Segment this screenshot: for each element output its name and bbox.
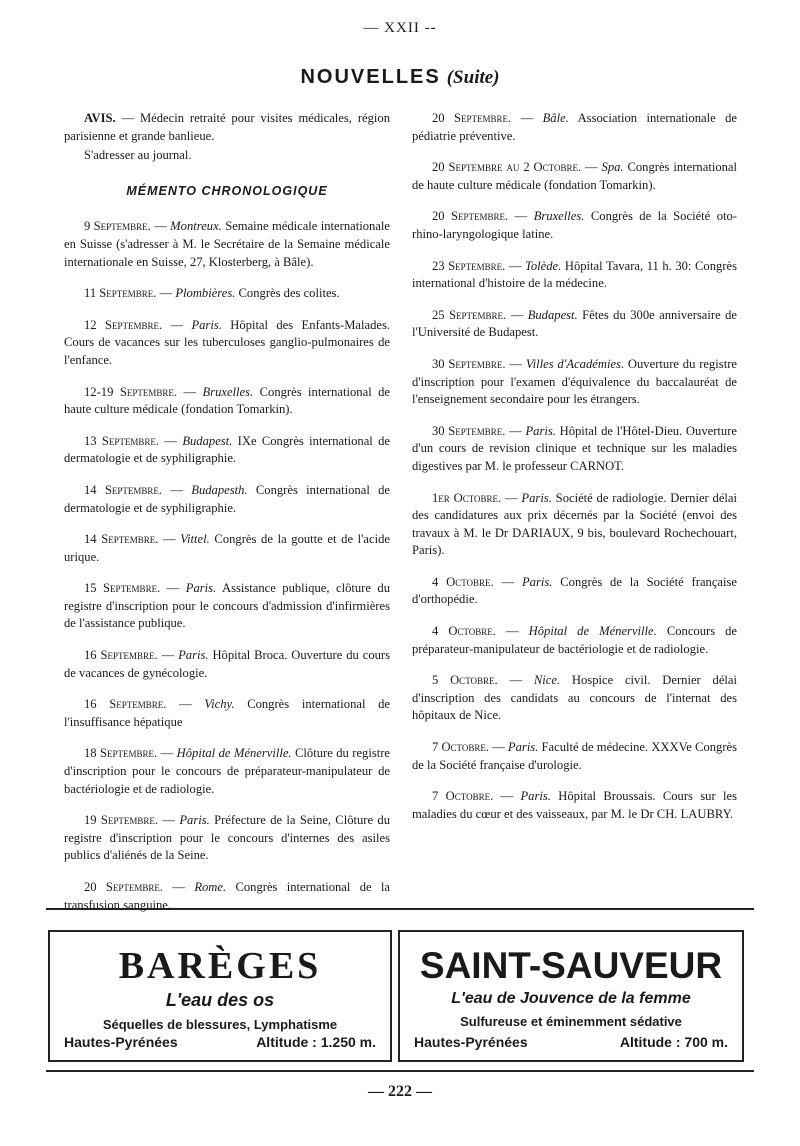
entry-place: Nice.: [533, 673, 561, 688]
ad-bareges-footer: [64, 1034, 376, 1050]
entry-text: Préfecture de la Seine, Clôture du registre d'inscription pour le concours d'internes des asiles publics d'aliénés de la Seine.: [64, 813, 391, 863]
ad-saint-sauveur-tagline: L'eau de Jouvence de la femme: [451, 990, 691, 1007]
entry-place: Paris.: [521, 490, 552, 505]
entry-date: 12-19 Septembre.: [84, 384, 177, 399]
entry-text: Clôture du registre d'inscription pour le concours de préparateur-manipulateur de bactériologie et de radiologie.: [64, 746, 391, 796]
title-text: NOUVELLES: [300, 66, 441, 88]
entry-text: Société de radiologie. Dernier délai des candidatures aux prix décernés par la Société (envoi des travaux à M. le Dr DARIAUX, 9 bis, boulevard Rochechouart, Paris).: [412, 490, 738, 558]
memento-entry: 5 Octobre. — Nice. Hospice civil. Dernier délai d'inscription des candidats au concours de l'internat des hôpitaux de Nice.: [412, 673, 738, 723]
entry-date: 18 Septembre.: [84, 746, 158, 761]
entry-place: Budapesth.: [191, 482, 248, 497]
entry-place: Rome.: [194, 880, 227, 894]
entry-date: 20 Septembre au 2 Octobre.: [432, 160, 582, 175]
entry-place: Bruxelles.: [533, 209, 585, 224]
left-column: [64, 110, 390, 928]
memento-entry: 1er Octobre. — Paris. Société de radiologie. Dernier délai des candidatures aux prix décernés par la Société (envoi des travaux à M. le Dr DARIAUX, 9 bis, boulevard Rochechouart, Paris).: [412, 490, 738, 558]
entry-text: IXe Congrès international de dermatologie et de syphiligraphie.: [64, 433, 391, 466]
entry-place: Bâle.: [542, 111, 569, 125]
entry-text: Congrès de la goutte et de l'acide urique.: [64, 532, 391, 564]
ad-bareges-region: Hautes-Pyrénées: [64, 1034, 178, 1050]
entry-text: Assistance publique, clôture du registre d'inscription pour le concours d'admission d'infirmières de l'assistance publique.: [64, 581, 391, 631]
memento-entry: 14 Septembre. — Budapesth. Congrès international de dermatologie et de syphiligraphie.: [64, 482, 391, 515]
page-header-roman-numeral: — XXII --: [363, 20, 437, 36]
memento-entry: 11 Septembre. — Plombières. Congrès des colites.: [84, 286, 340, 301]
divider-line: [46, 908, 754, 910]
memento-entry: 20 Septembre. — Bruxelles. Congrès de la Société oto-rhino-laryngologique latine.: [412, 209, 737, 241]
entry-place: Paris.: [191, 317, 222, 332]
entry-date: 20 Septembre.: [84, 880, 164, 894]
ad-bareges-sub: Séquelles de blessures, Lymphatisme: [102, 1017, 338, 1032]
memento-entry: 12 Septembre. — Paris. Hôpital des Enfants-Malades. Cours de vacances sur les tuberculoses ganglio-pulmonaires de l'enfance.: [64, 317, 391, 367]
entry-place: Paris.: [521, 574, 553, 589]
entry-place: Budapest.: [527, 307, 578, 322]
title-suite: (Suite): [446, 67, 500, 88]
entry-place: Paris.: [507, 740, 539, 755]
entry-text: Ouverture du registre d'inscription pour l'examen d'équivalence du baccalauréat de l'enseignement secondaire pour les étrangers.: [412, 356, 737, 407]
entry-place: Paris.: [185, 581, 217, 596]
memento-entry: 20 Septembre au 2 Octobre. — Spa. Congrès international de haute culture médicale (fondation Tomarkin).: [412, 160, 737, 192]
memento-entry: 4 Octobre. — Paris. Congrès de la Société française d'orthopédie.: [412, 574, 738, 607]
memento-entry: 16 Septembre. — Paris. Hôpital Broca. Ouverture du cours de vacances de gynécologie.: [64, 648, 391, 680]
entry-date: 14 Septembre.: [84, 532, 159, 547]
page-number: — 222 —: [368, 1083, 432, 1100]
entry-text: Congrès international de haute culture médicale (fondation Tomarkin).: [412, 160, 737, 192]
entry-place: Vichy.: [204, 697, 235, 712]
entry-place: Plombières.: [175, 286, 236, 301]
entry-place: Paris.: [525, 423, 556, 438]
entry-text: Hôpital Broca. Ouverture du cours de vacances de gynécologie.: [64, 648, 391, 680]
entry-date: 19 Septembre.: [84, 813, 159, 828]
entry-date: 20 Septembre.: [432, 209, 509, 224]
page-title: [0, 66, 800, 89]
entry-date: 11 Septembre.: [84, 286, 157, 301]
left-entries-list: [64, 218, 390, 914]
entry-date: 7 Octobre.: [432, 789, 494, 804]
entry-text: Hospice civil. Dernier délai d'inscription des candidats au concours de l'internat des hôpitaux de Nice.: [412, 673, 738, 723]
entry-text: Congrès de la Société oto-rhino-laryngologique latine.: [412, 209, 737, 241]
entry-date: 4 Octobre.: [432, 624, 496, 639]
memento-entry: 19 Septembre. — Paris. Préfecture de la Seine, Clôture du registre d'inscription pour le concours d'internes des asiles publics d'aliénés de la Seine.: [64, 813, 391, 863]
entry-date: 25 Septembre.: [432, 307, 507, 322]
entry-text: Hôpital de l'Hôtel-Dieu. Ouverture d'un cours de revision clinique et technique sur les maladies digestives par M. le professeur CARNOT.: [412, 423, 737, 473]
entry-place: Spa.: [601, 160, 624, 175]
entry-text: Congrès de la Société française d'orthopédie.: [412, 574, 738, 607]
ad-bareges-name: BARÈGES: [118, 945, 322, 987]
entry-place: Tolède.: [525, 258, 562, 273]
entry-place: Paris.: [178, 648, 209, 663]
entry-place: Budapest.: [182, 433, 233, 448]
entry-date: 30 Septembre.: [432, 356, 506, 371]
memento-entry: 7 Octobre. — Paris. Hôpital Broussais. Cours sur les maladies du cœur et des vaisseaux, par M. le Dr CH. LAUBRY.: [412, 789, 737, 821]
divider-line-bottom: [46, 1070, 754, 1072]
entry-date: 5 Octobre.: [432, 673, 498, 688]
avis-text: — Médecin retraité pour visites médicales, région parisienne et grande banlieue.: [64, 111, 390, 143]
entry-date: 13 Septembre.: [84, 433, 160, 448]
ad-saint-sauveur-footer: [414, 1034, 728, 1050]
entry-date: 15 Septembre.: [84, 581, 161, 596]
ad-bareges-tagline: L'eau des os: [165, 990, 275, 1010]
entry-place: Bruxelles.: [202, 384, 254, 399]
entry-text: Association internationale de pédiatrie préventive.: [412, 111, 737, 143]
entry-place: Hôpital de Ménerville.: [528, 624, 657, 639]
entry-text: Concours de préparateur-manipulateur de bactériologie et de radiologie.: [412, 624, 738, 656]
avis-notice: [64, 110, 390, 145]
entry-text: Hôpital Tavara, 11 h. 30: Congrès international d'histoire de la médecine.: [412, 258, 738, 291]
memento-entry: 20 Septembre. — Rome. Congrès international de la transfusion sanguine.: [64, 880, 390, 912]
entry-text: Congrès des colites.: [235, 286, 340, 301]
entry-date: 14 Septembre.: [84, 482, 163, 497]
entry-text: Hôpital des Enfants-Malades. Cours de vacances sur les tuberculoses ganglio-pulmonaires de l'enfance.: [64, 317, 391, 367]
ad-bareges: [48, 930, 392, 1062]
entry-date: 4 Octobre.: [432, 574, 494, 589]
memento-entry: 20 Septembre. — Bâle. Association internationale de pédiatrie préventive.: [412, 111, 737, 143]
entry-place: Vittel.: [180, 532, 210, 547]
entry-text: Fêtes du 300e anniversaire de l'Université de Budapest.: [412, 307, 738, 340]
entry-text: Faculté de médecine. XXXVe Congrès de la Société française d'urologie.: [412, 740, 738, 772]
memento-heading: MÉMENTO CHRONOLOGIQUE: [126, 183, 328, 198]
entry-place: Montreux.: [170, 219, 222, 234]
memento-entry: 30 Septembre. — Villes d'Académies. Ouverture du registre d'inscription pour l'examen d'équivalence du baccalauréat de l'enseignement secondaire pour les étrangers.: [412, 356, 737, 407]
entry-place: Paris.: [520, 789, 551, 804]
memento-entry: 9 Septembre. — Montreux. Semaine médicale internationale en Suisse (s'adresser à M. le Secrétaire de la Semaine médicale internationale en Suisse, 27, Klosterberg, à Bâle).: [64, 219, 390, 269]
memento-entry: 15 Septembre. — Paris. Assistance publique, clôture du registre d'inscription pour le concours d'admission d'infirmières de l'assistance publique.: [64, 581, 391, 631]
avis-lead: AVIS.: [84, 111, 116, 125]
memento-entry: 4 Octobre. — Hôpital de Ménerville. Concours de préparateur-manipulateur de bactériologie et de radiologie.: [412, 624, 738, 656]
right-column: [412, 110, 737, 837]
memento-entry: 18 Septembre. — Hôpital de Ménerville. Clôture du registre d'inscription pour le concours de préparateur-manipulateur de bactériologie et de radiologie.: [64, 746, 391, 796]
memento-entry: 23 Septembre. — Tolède. Hôpital Tavara, 11 h. 30: Congrès international d'histoire de la médecine.: [412, 258, 738, 291]
entry-place: Villes d'Académies.: [525, 356, 625, 371]
entry-date: 30 Septembre.: [432, 423, 506, 438]
ad-saint-sauveur-sub: Sulfureuse et éminemment sédative: [460, 1014, 682, 1029]
memento-entry: 14 Septembre. — Vittel. Congrès de la goutte et de l'acide urique.: [64, 532, 391, 564]
memento-entry: 12-19 Septembre. — Bruxelles. Congrès international de haute culture médicale (fondation Tomarkin).: [64, 384, 391, 417]
ad-bareges-altitude: Altitude : 1.250 m.: [256, 1034, 376, 1050]
memento-entry: 16 Septembre. — Vichy. Congrès international de l'insuffisance hépatique: [64, 697, 391, 729]
entry-date: 16 Septembre.: [84, 648, 158, 663]
ad-saint-sauveur: [398, 930, 744, 1062]
entry-text: Congrès international de l'insuffisance hépatique: [64, 697, 391, 729]
entry-text: Congrès international de dermatologie et de syphiligraphie.: [64, 482, 391, 515]
entry-date: 7 Octobre.: [432, 740, 490, 755]
right-entries-list: [412, 110, 737, 823]
entry-text: Congrès international de haute culture médicale (fondation Tomarkin).: [64, 384, 391, 417]
memento-entry: 7 Octobre. — Paris. Faculté de médecine. XXXVe Congrès de la Société française d'urologie.: [412, 740, 738, 772]
entry-text: Hôpital Broussais. Cours sur les maladies du cœur et des vaisseaux, par M. le Dr CH. LAUBRY.: [412, 789, 737, 821]
entry-date: 9 Septembre.: [84, 219, 151, 234]
entry-date: 1er Octobre.: [432, 490, 502, 505]
entry-date: 23 Septembre.: [432, 258, 506, 273]
ad-saint-sauveur-altitude: Altitude : 700 m.: [619, 1034, 728, 1050]
entry-place: Paris.: [179, 813, 210, 828]
entry-text: Semaine médicale internationale en Suisse (s'adresser à M. le Secrétaire de la Semaine médicale internationale en Suisse, 27, Klosterberg, à Bâle).: [64, 219, 390, 269]
ad-saint-sauveur-region: Hautes-Pyrénées: [414, 1034, 528, 1050]
entry-date: 20 Septembre.: [432, 111, 512, 125]
ad-saint-sauveur-name: SAINT-SAUVEUR: [419, 945, 723, 986]
memento-entry: 25 Septembre. — Budapest. Fêtes du 300e anniversaire de l'Université de Budapest.: [412, 307, 738, 340]
avis-address: S'adresser au journal.: [84, 148, 192, 163]
memento-entry: 30 Septembre. — Paris. Hôpital de l'Hôtel-Dieu. Ouverture d'un cours de revision clinique et technique sur les maladies digestives par M. le professeur CARNOT.: [412, 423, 737, 473]
entry-text: Congrès international de la transfusion sanguine.: [64, 880, 390, 912]
entry-date: 16 Septembre.: [84, 697, 167, 712]
entry-date: 12 Septembre.: [84, 317, 163, 332]
entry-place: Hôpital de Ménerville.: [176, 746, 292, 761]
memento-entry: 13 Septembre. — Budapest. IXe Congrès international de dermatologie et de syphiligraphie.: [64, 433, 391, 466]
